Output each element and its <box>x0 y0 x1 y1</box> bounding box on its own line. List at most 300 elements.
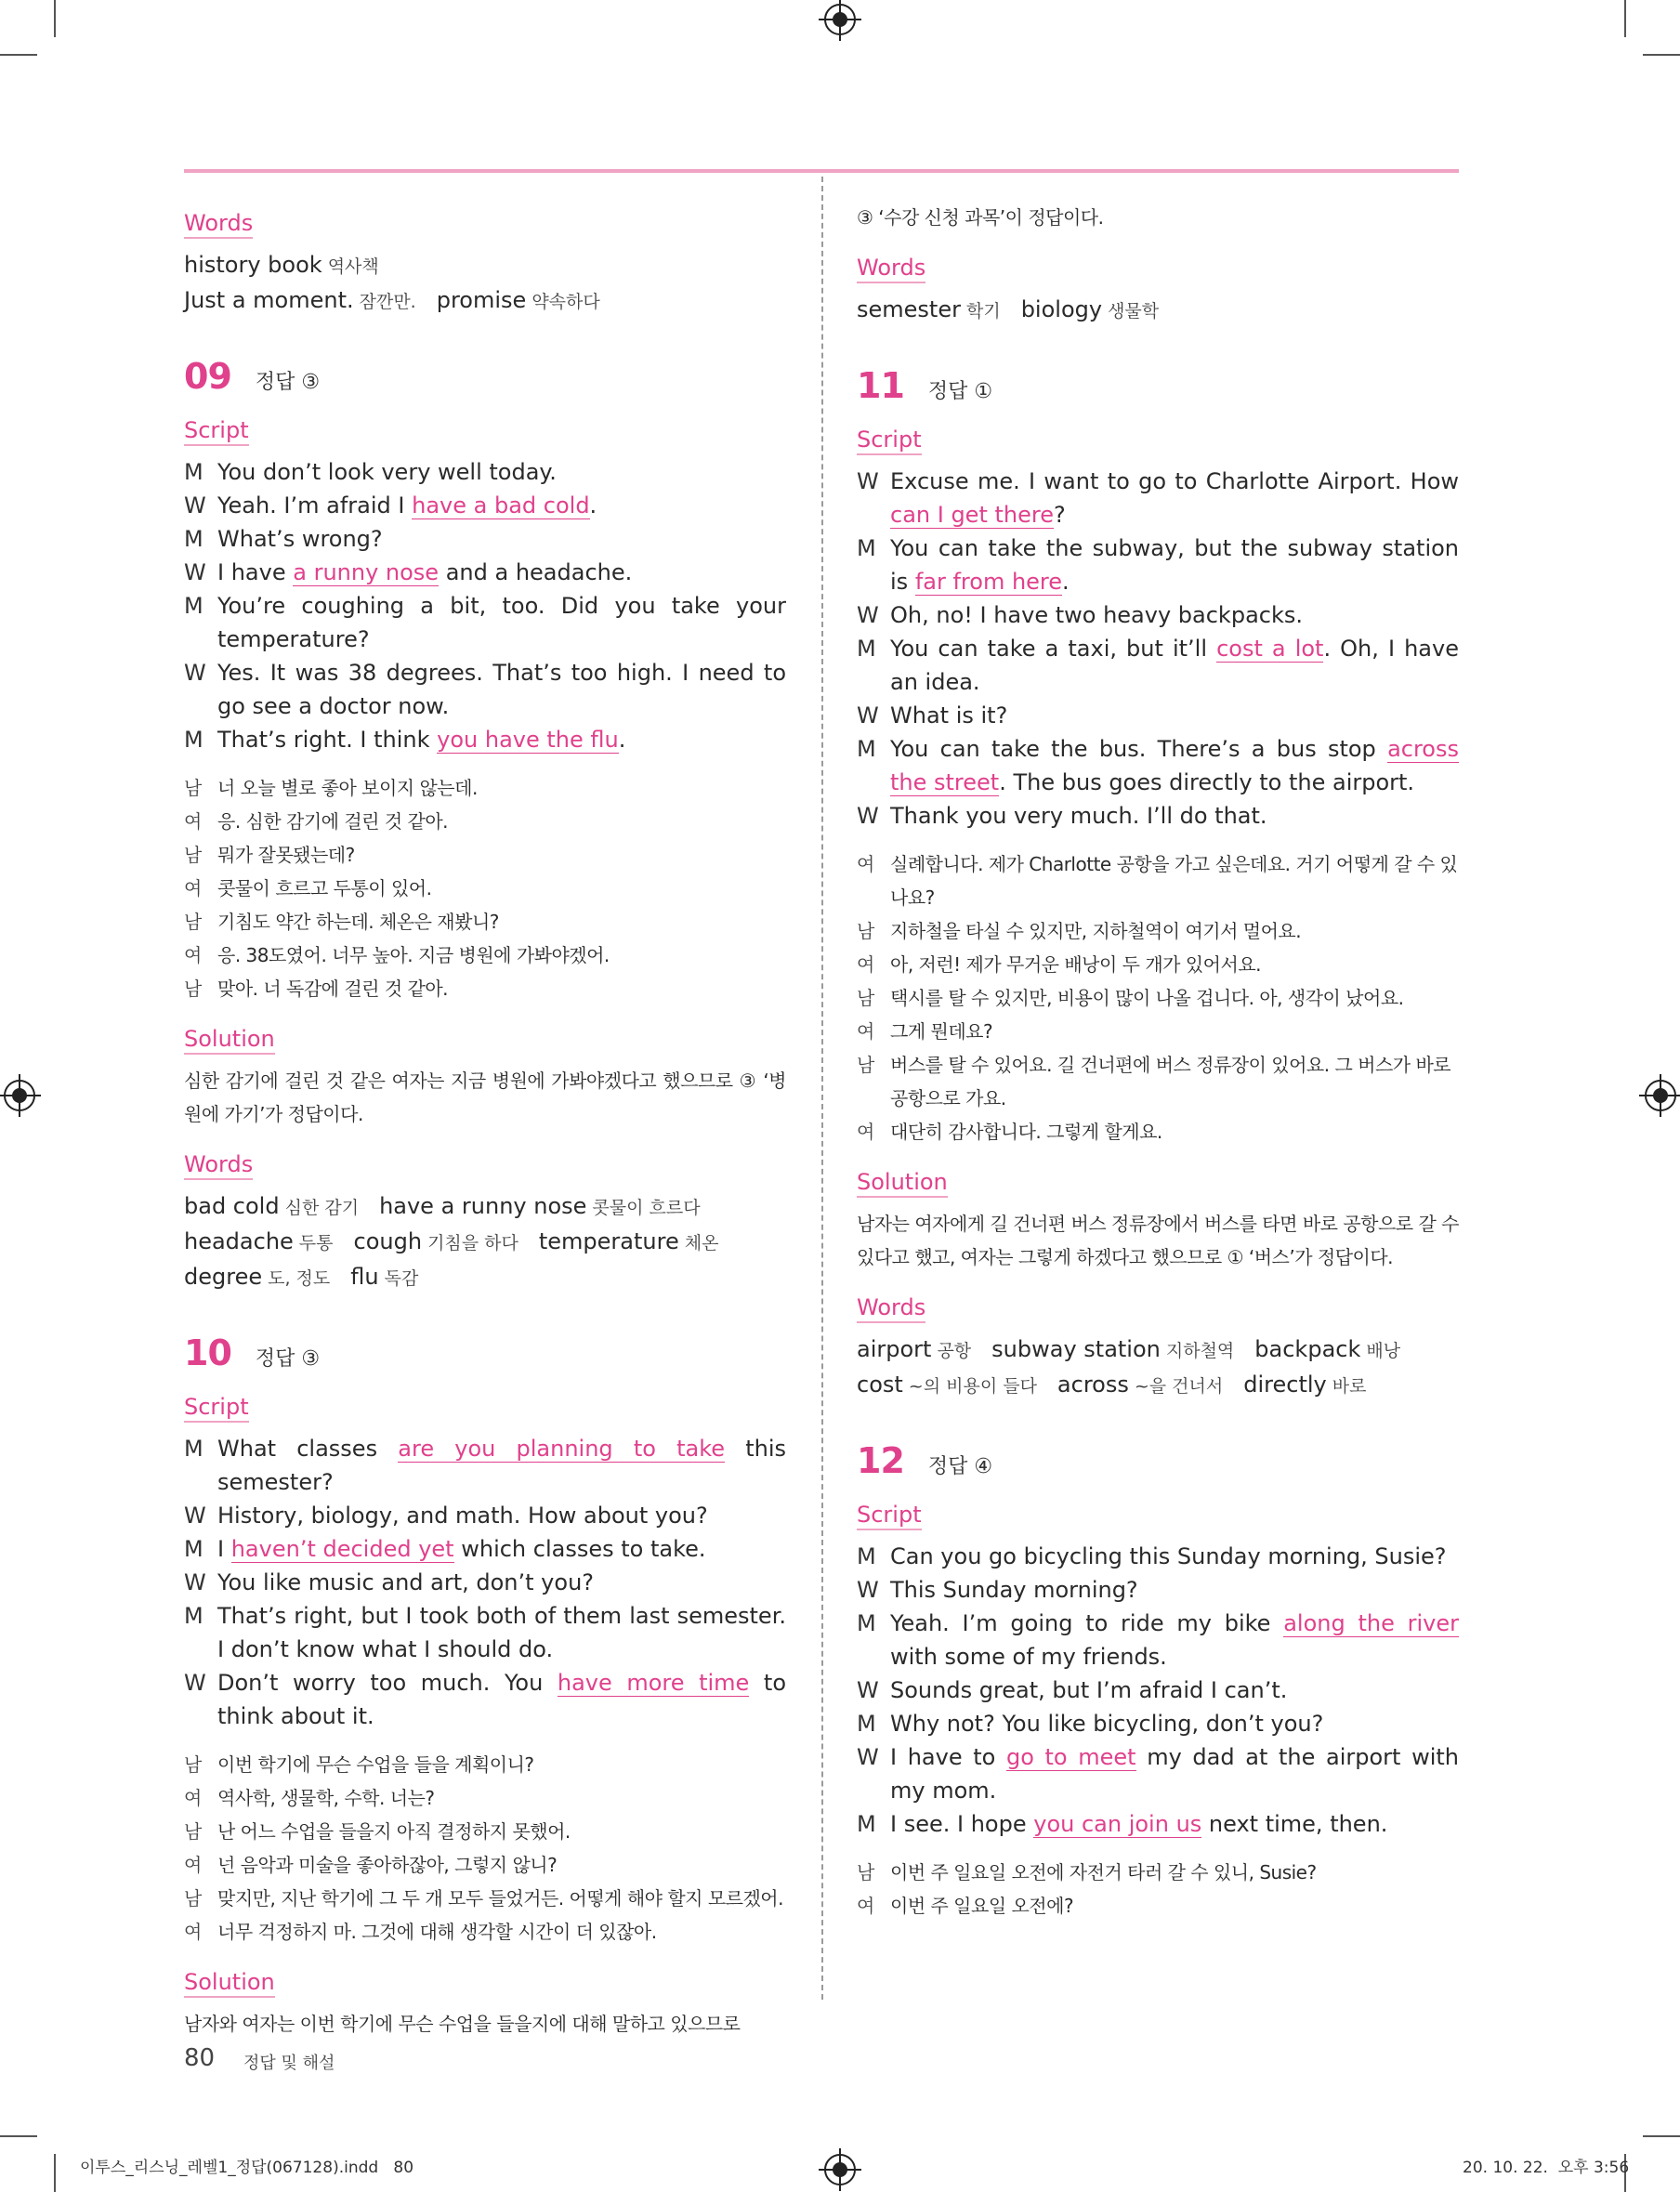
word-korean: 체온 <box>684 1233 719 1254</box>
word-korean: ~의 비용이 들다 <box>908 1376 1037 1397</box>
blank-answer: along the river <box>1283 1610 1459 1636</box>
speaker-label: W <box>184 660 206 686</box>
speaker-label: M <box>857 736 876 762</box>
question-12-header <box>857 1440 1459 1485</box>
script-line <box>857 1707 1459 1740</box>
utterance-text: That’s right. I think <box>217 727 438 753</box>
slug-file: 이투스_리스닝_레벨1_정답(067128).indd <box>80 2159 379 2177</box>
blank-answer: can I get there <box>890 502 1054 528</box>
translation-line <box>184 1781 786 1815</box>
word-english: airport <box>857 1336 932 1362</box>
script-line <box>857 1807 1459 1841</box>
script-line <box>857 1674 1459 1707</box>
question-number: 10 <box>184 1332 231 1373</box>
utterance-text: . The bus goes directly to the airport. <box>999 769 1415 795</box>
speaker-label: 여 <box>184 1787 202 1809</box>
blank-answer: have a bad cold <box>412 492 590 518</box>
script-line <box>857 632 1459 699</box>
translation-line <box>857 1015 1459 1048</box>
registration-mark-right-icon <box>1645 1080 1676 1111</box>
utterance <box>890 1674 1459 1707</box>
speaker-label: 남 <box>184 1753 202 1776</box>
speaker-label: 남 <box>857 1861 874 1884</box>
word-item <box>437 287 600 313</box>
utterance <box>890 1540 1459 1573</box>
word-korean: 잠깐만. <box>359 292 416 312</box>
utterance <box>890 598 1459 632</box>
utterance-text: You can take the bus. There’s a bus stop <box>890 736 1388 762</box>
question-number: 09 <box>184 356 231 397</box>
utterance-text: to think about it. <box>217 1670 786 1729</box>
word-korean: 역사책 <box>327 256 379 277</box>
speaker-label: M <box>857 535 876 561</box>
word-english: semester <box>857 296 961 322</box>
translation-text: 그게 뭔데요? <box>890 1020 993 1043</box>
speaker-label: 여 <box>184 1921 202 1943</box>
script-11 <box>857 465 1459 833</box>
word-korean: 학기 <box>965 301 1001 322</box>
translation-line <box>184 1915 786 1949</box>
translation-11 <box>857 847 1459 1149</box>
utterance-text: What’s wrong? <box>217 526 383 552</box>
word-english: cough <box>353 1228 423 1254</box>
speaker-label: 남 <box>857 1054 874 1076</box>
speaker-label: W <box>184 1670 206 1696</box>
speaker-label: W <box>857 468 879 494</box>
utterance <box>890 632 1459 699</box>
script-line <box>857 1573 1459 1607</box>
word-item <box>857 1336 971 1362</box>
top-rule <box>184 169 1459 173</box>
word-english: degree <box>184 1264 263 1290</box>
speaker-label: 남 <box>184 1820 202 1843</box>
blank-answer: a runny nose <box>293 559 440 585</box>
utterance-text: I have <box>217 559 294 585</box>
utterance <box>890 699 1459 732</box>
word-item <box>1254 1336 1400 1362</box>
utterance-text: . Oh, I have an idea. <box>890 636 1459 695</box>
solution-09-text: 심한 감기에 걸린 것 같은 여자는 지금 병원에 가봐야겠다고 했으므로 ③ ‘병원에 가기’가 정답이다. <box>184 1070 786 1125</box>
script-line <box>184 1532 786 1566</box>
word-english: cost <box>857 1372 903 1398</box>
slug-time: 오후 3:56 <box>1557 2159 1630 2177</box>
utterance-text: Sounds great, but I’m afraid I can’t. <box>890 1677 1288 1703</box>
utterance-text: What is it? <box>890 702 1008 728</box>
word-english: biology <box>1020 296 1103 322</box>
speaker-label: 여 <box>184 1854 202 1876</box>
translation-line <box>184 938 786 972</box>
utterance <box>217 656 786 723</box>
speaker-label: 남 <box>857 920 874 942</box>
utterance <box>217 1666 786 1733</box>
speaker-label: W <box>857 702 879 728</box>
word-item <box>354 1228 518 1254</box>
translation-text: 역사학, 생물학, 수학. 너는? <box>217 1787 435 1809</box>
script-line <box>184 589 786 656</box>
word-korean: 도, 정도 <box>268 1268 331 1289</box>
word-item <box>1021 296 1159 322</box>
translation-line <box>857 1889 1459 1923</box>
utterance-text: . <box>618 727 626 753</box>
utterance-text: I see. I hope <box>890 1811 1034 1837</box>
utterance <box>890 1573 1459 1607</box>
utterance-text: . <box>589 492 597 518</box>
translation-text: 너무 걱정하지 마. 그것에 대해 생각할 시간이 더 있잖아. <box>217 1921 657 1943</box>
word-item <box>857 1372 1037 1398</box>
word-item <box>350 1264 418 1290</box>
solution-11-text: 남자는 여자에게 길 건너편 버스 정류장에서 버스를 타면 바로 공항으로 갈 수 있다고 했고, 여자는 그렇게 하겠다고 했으므로 ① ‘버스’가 정답이다. <box>857 1213 1459 1268</box>
speaker-label: W <box>184 559 206 585</box>
speaker-label: W <box>184 1569 206 1595</box>
solution-10-text-start: 남자와 여자는 이번 학기에 무슨 수업을 들을지에 대해 말하고 있으므로 <box>184 2013 741 2035</box>
utterance-text: You’re coughing a bit, too. Did you take your temperature? <box>217 593 786 652</box>
question-number: 12 <box>857 1440 904 1481</box>
speaker-label: 여 <box>184 944 202 966</box>
translation-text: 이번 주 일요일 오전에 자전거 타러 갈 수 있니, Susie? <box>890 1861 1317 1884</box>
question-11-header <box>857 365 1459 410</box>
speaker-label: 여 <box>857 1020 874 1043</box>
word-item <box>1243 1372 1366 1398</box>
translation-text: 아, 저런! 제가 무거운 배낭이 두 개가 있어서요. <box>890 953 1261 976</box>
speaker-label: 여 <box>857 1121 874 1143</box>
utterance-text: with some of my friends. <box>890 1644 1167 1670</box>
words-heading: Words <box>857 254 925 283</box>
utterance-text: You can take a taxi, but it’ll <box>890 636 1217 662</box>
question-number: 11 <box>857 365 904 406</box>
slug-page: 80 <box>393 2159 414 2177</box>
blank-answer: go to meet <box>1005 1744 1136 1770</box>
utterance <box>217 1432 786 1499</box>
word-korean: 공항 <box>937 1341 972 1361</box>
script-line <box>857 465 1459 532</box>
speaker-label: M <box>184 1436 203 1462</box>
script-line <box>184 1599 786 1666</box>
blank-answer: cost a lot <box>1216 636 1324 662</box>
script-line <box>857 799 1459 833</box>
script-09 <box>184 455 786 756</box>
blank-answer: haven’t decided yet <box>230 1536 454 1562</box>
utterance-text: What classes <box>217 1436 399 1462</box>
utterance <box>890 1740 1459 1807</box>
words-line <box>184 248 786 319</box>
utterance <box>890 732 1459 799</box>
word-korean: 약속하다 <box>532 292 600 312</box>
script-line <box>857 1740 1459 1807</box>
translation-text: 이번 학기에 무슨 수업을 들을 계획이니? <box>217 1753 534 1776</box>
translation-line <box>184 972 786 1005</box>
translation-text: 너 오늘 별로 좋아 보이지 않는데. <box>217 777 478 799</box>
translation-line <box>184 838 786 872</box>
utterance-text: This Sunday morning? <box>890 1577 1138 1603</box>
word-item <box>184 1228 334 1254</box>
speaker-label: M <box>857 1711 876 1737</box>
word-korean: 기침을 하다 <box>427 1233 518 1254</box>
solution-heading: Solution <box>184 1968 275 1998</box>
crop-mark-tl-h <box>0 54 37 56</box>
speaker-label: 여 <box>857 953 874 976</box>
word-english: Just a moment. <box>184 287 354 313</box>
column-divider <box>821 177 823 2000</box>
word-item <box>539 1228 719 1254</box>
words-heading: Words <box>857 1293 925 1323</box>
blank-answer: across the street <box>890 736 1459 795</box>
word-item <box>184 1264 330 1290</box>
word-korean: 두통 <box>298 1233 334 1254</box>
script-line <box>857 732 1459 799</box>
speaker-label: M <box>184 1603 203 1629</box>
translation-line <box>184 1815 786 1848</box>
word-korean: 생물학 <box>1108 301 1160 322</box>
utterance <box>217 1566 786 1599</box>
utterance-text: That’s right, but I took both of them last semester. I don’t know what I should do. <box>217 1603 786 1662</box>
script-line <box>184 656 786 723</box>
translation-line <box>857 981 1459 1015</box>
utterance-text: History, biology, and math. How about you? <box>217 1503 708 1529</box>
words-11 <box>857 1332 1459 1403</box>
utterance <box>890 1607 1459 1674</box>
script-heading: Script <box>184 416 249 446</box>
crop-mark-tl-v <box>54 0 56 37</box>
utterance-text: You don’t look very well today. <box>217 459 557 485</box>
word-item <box>991 1336 1234 1362</box>
registration-mark-left-icon <box>4 1080 35 1111</box>
utterance-text: ? <box>1053 502 1066 528</box>
utterance-text: I have to <box>890 1744 1006 1770</box>
blank-answer: far from here <box>914 569 1063 595</box>
words-line <box>184 1260 786 1295</box>
word-korean: 콧물이 흐르다 <box>592 1198 701 1218</box>
blank-answer: have more time <box>557 1670 750 1696</box>
date-slug <box>1463 2154 1629 2177</box>
translation-10 <box>184 1748 786 1949</box>
speaker-label: W <box>184 492 206 518</box>
script-line <box>184 1666 786 1733</box>
word-korean: 독감 <box>384 1268 419 1289</box>
speaker-label: 여 <box>857 1895 874 1917</box>
speaker-label: M <box>857 1543 876 1569</box>
crop-mark-bl-h <box>0 2135 37 2137</box>
script-line <box>184 1432 786 1499</box>
blank-answer: are you planning to take <box>398 1436 726 1462</box>
word-item <box>184 252 379 278</box>
translation-text: 응. 심한 감기에 걸린 것 같아. <box>217 810 449 833</box>
script-line <box>857 1607 1459 1674</box>
script-line <box>857 1540 1459 1573</box>
speaker-label: M <box>857 1811 876 1837</box>
words-line <box>857 1332 1459 1368</box>
words-heading: Words <box>184 209 253 239</box>
registration-mark-bottom-icon <box>824 2154 856 2185</box>
translation-text: 응. 38도였어. 너무 높아. 지금 병원에 가봐야겠어. <box>217 944 610 966</box>
utterance <box>217 1532 786 1566</box>
script-line <box>184 1566 786 1599</box>
blank-answer: you have the flu <box>437 727 619 753</box>
solution-heading: Solution <box>184 1025 275 1055</box>
utterance-text: Thank you very much. I’ll do that. <box>890 803 1267 829</box>
right-column <box>857 201 1459 1923</box>
word-item <box>184 287 416 313</box>
utterance <box>217 455 786 489</box>
word-english: promise <box>436 287 527 313</box>
speaker-label: M <box>184 593 203 619</box>
word-item <box>379 1193 701 1219</box>
crop-mark-tr-h <box>1643 54 1680 56</box>
speaker-label: M <box>184 526 203 552</box>
translation-line <box>857 847 1459 914</box>
utterance-text: Can you go bicycling this Sunday morning, Susie? <box>890 1543 1447 1569</box>
script-12 <box>857 1540 1459 1841</box>
speaker-label: M <box>184 727 203 753</box>
utterance-text: Yeah. I’m afraid I <box>217 492 413 518</box>
word-korean: 심한 감기 <box>284 1198 360 1218</box>
speaker-label: 남 <box>184 1887 202 1910</box>
word-english: history book <box>184 252 322 278</box>
utterance-text: Oh, no! I have two heavy backpacks. <box>890 602 1303 628</box>
translation-text: 넌 음악과 미술을 좋아하잖아, 그렇지 않니? <box>217 1854 558 1876</box>
words-line <box>184 1225 786 1260</box>
speaker-label: W <box>184 1503 206 1529</box>
translation-text: 기침도 약간 하는데. 체온은 재봤니? <box>217 911 499 933</box>
words-section-top <box>184 206 786 319</box>
file-slug <box>80 2154 413 2177</box>
word-korean: 지하철역 <box>1165 1341 1235 1361</box>
section-title: 정답 및 해설 <box>243 2054 335 2073</box>
utterance-text: which classes to take. <box>453 1536 706 1562</box>
words-line <box>857 293 1459 328</box>
script-line <box>857 532 1459 598</box>
slug-date: 20. 10. 22. <box>1463 2159 1548 2177</box>
speaker-label: M <box>184 459 203 485</box>
word-english: headache <box>184 1228 294 1254</box>
script-line <box>184 489 786 522</box>
registration-mark-top-icon <box>824 4 856 35</box>
script-heading: Script <box>857 426 922 455</box>
translation-12 <box>857 1856 1459 1923</box>
word-english: directly <box>1243 1372 1327 1398</box>
speaker-label: 여 <box>184 810 202 833</box>
translation-line <box>184 1848 786 1882</box>
translation-text: 이번 주 일요일 오전에? <box>890 1895 1074 1917</box>
words-10 <box>857 293 1459 328</box>
utterance <box>890 465 1459 532</box>
utterance <box>217 522 786 556</box>
speaker-label: 남 <box>184 978 202 1000</box>
utterance-text: . <box>1062 569 1070 595</box>
translation-text: 지하철을 타실 수 있지만, 지하철역이 여기서 멀어요. <box>890 920 1302 942</box>
utterance-text: You can take the subway, but the subway station is <box>890 535 1459 595</box>
speaker-label: M <box>184 1536 203 1562</box>
translation-text: 대단히 감사합니다. 그렇게 할게요. <box>890 1121 1162 1143</box>
translation-text: 맞아. 너 독감에 걸린 것 같아. <box>217 978 449 1000</box>
page-number: 80 <box>184 2044 216 2072</box>
translation-line <box>184 771 786 805</box>
words-line <box>184 248 786 319</box>
utterance <box>217 1599 786 1666</box>
word-english: subway station <box>991 1336 1161 1362</box>
utterance-text: next time, then. <box>1201 1811 1388 1837</box>
translation-line <box>857 1048 1459 1115</box>
utterance-text: Yes. It was 38 degrees. That’s too high. I need to go see a doctor now. <box>217 660 786 719</box>
translation-text: 뭐가 잘못됐는데? <box>217 844 355 866</box>
utterance-text: Why not? You like bicycling, don’t you? <box>890 1711 1324 1737</box>
utterance <box>890 1707 1459 1740</box>
script-10 <box>184 1432 786 1733</box>
utterance <box>890 1807 1459 1841</box>
blank-answer: you can join us <box>1033 1811 1202 1837</box>
utterance-text: this semester? <box>217 1436 787 1495</box>
speaker-label: W <box>857 803 879 829</box>
script-line <box>184 556 786 589</box>
speaker-label: 남 <box>184 844 202 866</box>
translation-text: 택시를 탈 수 있지만, 비용이 많이 나올 겁니다. 아, 생각이 났어요. <box>890 987 1404 1009</box>
utterance <box>217 489 786 522</box>
word-english: bad cold <box>184 1193 280 1219</box>
utterance <box>217 589 786 656</box>
translation-text: 난 어느 수업을 들을지 아직 결정하지 못했어. <box>217 1820 571 1843</box>
translation-line <box>857 1115 1459 1149</box>
utterance-text: Don’t worry too much. You <box>217 1670 558 1696</box>
word-english: across <box>1057 1372 1129 1398</box>
script-heading: Script <box>857 1501 922 1530</box>
words-line <box>184 1189 786 1225</box>
words-09 <box>184 1189 786 1295</box>
solution-10-text-end: ③ ‘수강 신청 과목’이 정답이다. <box>857 206 1104 229</box>
crop-mark-br-h <box>1643 2135 1680 2137</box>
translation-line <box>184 1748 786 1781</box>
script-line <box>184 455 786 489</box>
speaker-label: 남 <box>184 911 202 933</box>
translation-line <box>184 905 786 938</box>
utterance-text: Yeah. I’m going to ride my bike <box>890 1610 1284 1636</box>
utterance <box>890 799 1459 833</box>
speaker-label: 남 <box>857 987 874 1009</box>
translation-line <box>184 872 786 905</box>
speaker-label: W <box>857 1744 879 1770</box>
utterance <box>217 1499 786 1532</box>
words-line <box>857 1368 1459 1403</box>
question-10-header <box>184 1332 786 1377</box>
answer-label: 정답 ① <box>927 380 993 403</box>
translation-text: 실례합니다. 제가 Charlotte 공항을 가고 싶은데요. 거기 어떻게 갈 수 있나요? <box>890 853 1458 909</box>
word-korean: 배낭 <box>1366 1341 1401 1361</box>
translation-text: 버스를 탈 수 있어요. 길 건너편에 버스 정류장이 있어요. 그 버스가 바로 공항으로 가요. <box>890 1054 1451 1109</box>
speaker-label: 여 <box>184 877 202 899</box>
speaker-label: M <box>857 636 876 662</box>
answer-label: 정답 ③ <box>255 1347 321 1371</box>
translation-09 <box>184 771 786 1005</box>
utterance-text: my dad at the airport with my mom. <box>890 1744 1460 1804</box>
script-line <box>857 699 1459 732</box>
translation-line <box>184 805 786 838</box>
word-item <box>1057 1372 1223 1398</box>
speaker-label: W <box>857 602 879 628</box>
words-heading: Words <box>184 1150 253 1180</box>
question-09-header <box>184 356 786 400</box>
script-line <box>184 522 786 556</box>
translation-text: 콧물이 흐르고 두통이 있어. <box>217 877 432 899</box>
word-item <box>184 1193 359 1219</box>
utterance <box>217 556 786 589</box>
solution-heading: Solution <box>857 1168 948 1198</box>
script-line <box>184 723 786 756</box>
utterance <box>890 532 1459 598</box>
utterance-text: I <box>217 1536 231 1562</box>
translation-line <box>857 914 1459 948</box>
utterance <box>217 723 786 756</box>
left-column <box>184 206 786 2041</box>
utterance-text: You like music and art, don’t you? <box>217 1569 595 1595</box>
utterance-text: Excuse me. I want to go to Charlotte Airport. How <box>890 468 1459 494</box>
